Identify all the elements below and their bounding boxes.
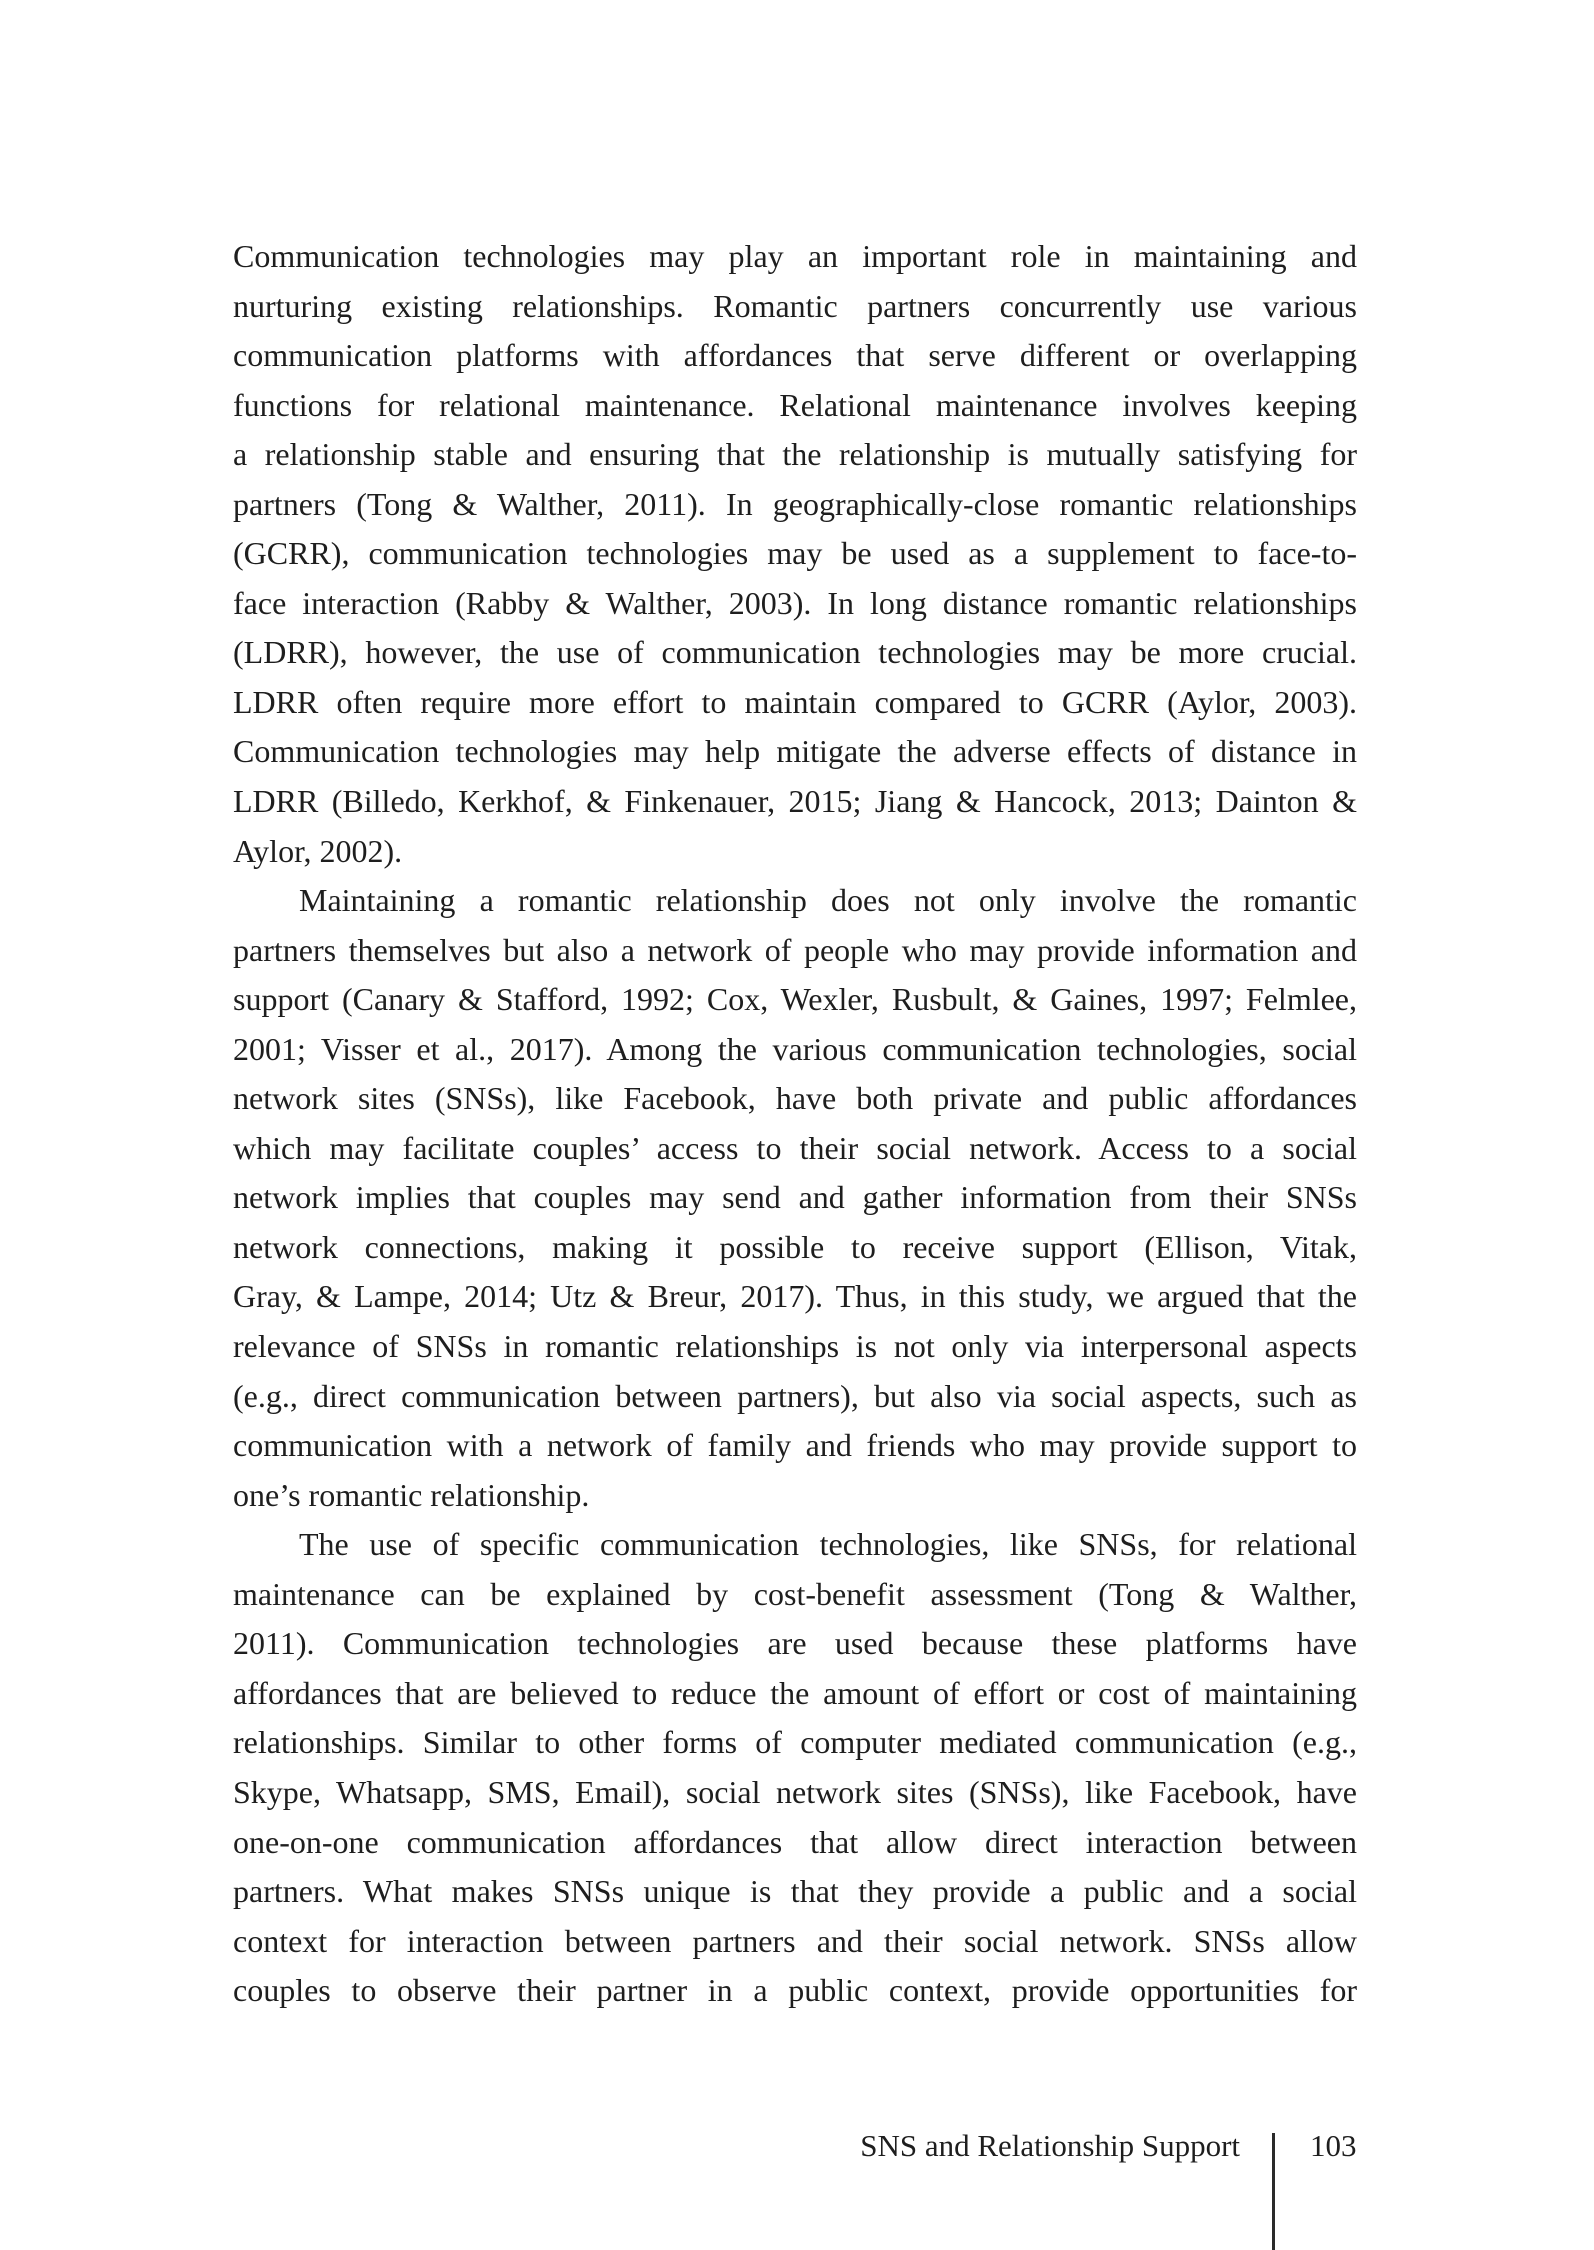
text-line: couples to observe their partner in a public context, provide opportunities for [233, 1972, 1357, 2009]
text-line: functions for relational maintenance. Relational maintenance involves keeping [233, 386, 1357, 423]
text-line: network connections, making it possible to receive support (Ellison, Vitak, [233, 1228, 1357, 1265]
text-line: Aylor, 2002). [233, 832, 403, 869]
text-line: 2001; Visser et al., 2017). Among the various communication technologies, social [233, 1030, 1357, 1067]
text-line: 2011). Communication technologies are used because these platforms have [233, 1625, 1357, 1662]
text-line: Communication technologies may play an important role in maintaining and [233, 238, 1357, 274]
text-line: (LDRR), however, the use of communication technologies may be more crucial. [233, 634, 1357, 671]
text-line: a relationship stable and ensuring that the relationship is mutually satisfying for [233, 436, 1357, 473]
page-number: 103 [1310, 2128, 1357, 2163]
body-text [233, 232, 1357, 2016]
text-line: which may facilitate couples’ access to their social network. Access to a social [233, 1129, 1357, 1166]
text-line: (e.g., direct communication between partners), but also via social aspects, such as [233, 1377, 1357, 1414]
text-line: communication with a network of family and friends who may provide support to [233, 1427, 1357, 1464]
text-line: affordances that are believed to reduce the amount of effort or cost of maintaining [233, 1674, 1357, 1711]
text-line: nurturing existing relationships. Romantic partners concurrently use various [233, 287, 1357, 324]
text-line: LDRR (Billedo, Kerkhof, & Finkenauer, 2015; Jiang & Hancock, 2013; Dainton & [233, 783, 1357, 820]
text-line: LDRR often require more effort to maintain compared to GCRR (Aylor, 2003). [233, 683, 1357, 720]
text-line: network implies that couples may send and gather information from their SNSs [233, 1179, 1357, 1216]
paragraph-3 [233, 1520, 1357, 2015]
text-line: Skype, Whatsapp, SMS, Email), social network sites (SNSs), like Facebook, have [233, 1773, 1357, 1810]
text-line: The use of specific communication technologies, like SNSs, for relational [299, 1526, 1357, 1563]
text-line: partners (Tong & Walther, 2011). In geographically-close romantic relationships [233, 485, 1357, 522]
text-line: support (Canary & Stafford, 1992; Cox, Wexler, Rusbult, & Gaines, 1997; Felmlee, [233, 981, 1357, 1018]
text-line: partners. What makes SNSs unique is that they provide a public and a social [233, 1873, 1357, 1910]
paragraph-2 [233, 876, 1357, 1520]
text-line: one’s romantic relationship. [233, 1476, 590, 1513]
text-line: communication platforms with affordances that serve different or overlapping [233, 337, 1357, 374]
text-line: face interaction (Rabby & Walther, 2003). In long distance romantic relationships [233, 584, 1357, 621]
running-footer-title: SNS and Relationship Support [860, 2128, 1240, 2163]
text-line: relevance of SNSs in romantic relationships is not only via interpersonal aspects [233, 1328, 1357, 1365]
text-line: one-on-one communication affordances that allow direct interaction between [233, 1823, 1357, 1860]
paragraph-1 [233, 232, 1357, 876]
text-line: maintenance can be explained by cost-benefit assessment (Tong & Walther, [233, 1575, 1357, 1612]
text-line: relationships. Similar to other forms of computer mediated communication (e.g., [233, 1724, 1357, 1761]
footer-divider [1272, 2133, 1275, 2250]
text-line: partners themselves but also a network of people who may provide information and [233, 931, 1357, 968]
text-line: context for interaction between partners and their social network. SNSs allow [233, 1922, 1357, 1959]
text-line: Gray, & Lampe, 2014; Utz & Breur, 2017). Thus, in this study, we argued that the [233, 1278, 1357, 1315]
text-line: network sites (SNSs), like Facebook, have both private and public affordances [233, 1080, 1357, 1117]
text-line: Maintaining a romantic relationship does not only involve the romantic [299, 882, 1357, 919]
text-line: Communication technologies may help mitigate the adverse effects of distance in [233, 733, 1357, 770]
text-line: (GCRR), communication technologies may be used as a supplement to face-to- [233, 535, 1357, 572]
